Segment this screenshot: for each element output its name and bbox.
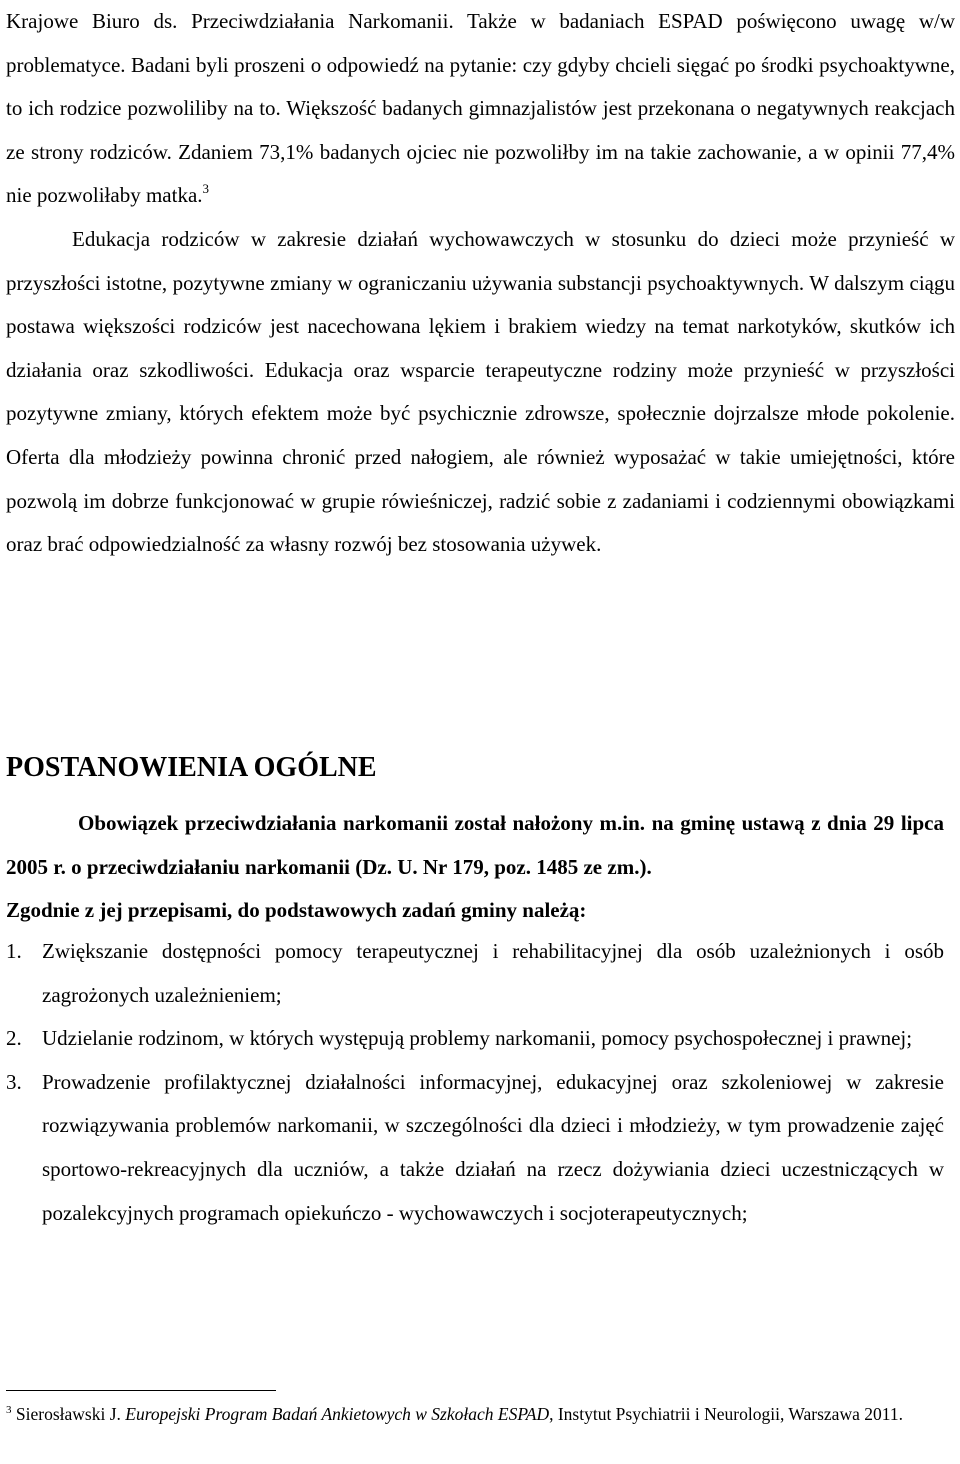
paragraph-espad-results — [0, 0, 960, 567]
tasks-intro-text: Zgodnie z jej przepisami, do podstawowych zadań gminy należą: — [6, 898, 587, 923]
list-item-text: Udzielanie rodzinom, w których występują problemy narkomanii, pomocy psychospołecznej i prawnej; — [42, 1026, 913, 1051]
footnote-separator — [6, 1390, 276, 1391]
footnote-publisher: , Instytut Psychiatrii i Neurologii, Warszawa 2011. — [549, 1404, 903, 1424]
list-item-number: 1. — [6, 939, 22, 963]
list-item-number: 3. — [6, 1069, 22, 1094]
footnote-author: Sierosławski J. — [15, 1404, 121, 1424]
list-item — [0, 1017, 949, 1061]
list-item-text: Zwiększanie dostępności pomocy terapeutycznej i rehabilitacyjnej dla osób uzależnionych i osób zagrożonych uzależnieniem; — [42, 939, 944, 1007]
footnote-reference[interactable]: 3 — [202, 181, 210, 197]
footnote — [6, 1402, 946, 1426]
list-item — [0, 1061, 949, 1235]
footnote-marker: 3 — [6, 1404, 12, 1416]
paragraph-espad-text: Krajowe Biuro ds. Przeciwdziałania Narkomanii. Także w badaniach ESPAD poświęcono uwagę w/w problematyce. Badani byli proszeni o odpowiedź na pytanie: czy gdyby chcieli sięgać po środki psychoaktywne, to ich rodzice pozwoliliby na to. Większość badanych gimnazjalistów jest przekonana o negatywnych reakcjach ze strony rodziców. Zdaniem 73,1% badanych ojciec nie pozwoliłby im na takie zachowanie, a w opinii 77,4% nie pozwoliłaby matka. — [6, 9, 955, 208]
paragraph-parent-education: Edukacja rodziców w zakresie działań wychowawczych w stosunku do dzieci może przynieść w przyszłości istotne, pozytywne zmiany w ograniczaniu używania substancji psychoaktywnych. W dalszym ciągu postawa większości rodziców jest nacechowana lękiem i brakiem wiedzy na temat narkotyków, skutków ich działania oraz szkodliwości. Edukacja oraz wsparcie terapeutyczne rodziny może przynieść w przyszłości pozytywne zmiany, których efektem może być psychicznie zdrowsze, społecznie dojrzalsze młode pokolenie. Oferta dla młodzieży powinna chronić przed nałogiem, ale również wyposażać w takie umiejętności, które pozwolą im dobrze funkcjonować w grupie rówieśniczej, radzić sobie z zadaniami i codziennymi obowiązkami oraz brać odpowiedzialność za własny rozwój bez stosowania używek. — [6, 226, 955, 557]
list-item-number: 2. — [6, 1026, 22, 1051]
legal-basis-block — [0, 802, 949, 933]
list-item-text: Prowadzenie profilaktycznej działalności informacyjnej, edukacyjnej oraz szkoleniowej w zakresie rozwiązywania problemów narkomanii, w szczególności dla dzieci i młodzieży, w tym prowadzenie zajęć sportowo-rekreacyjnych dla uczniów, a także działań na rzecz dożywiania dzieci uczestniczących w pozalekcyjnych programach opiekuńczo - wychowawczych i socjoterapeutycznych; — [42, 1069, 944, 1225]
section-heading: POSTANOWIENIA OGÓLNE — [6, 752, 377, 783]
legal-basis-text: Obowiązek przeciwdziałania narkomanii został nałożony m.in. na gminę ustawą z dnia 29 lipca 2005 r. o przeciwdziałaniu narkomanii (Dz. U. Nr 179, poz. 1485 ze zm.). — [6, 811, 944, 879]
list-item — [0, 930, 949, 1017]
tasks-list — [0, 930, 949, 1235]
footnote-title: Europejski Program Badań Ankietowych w Szkołach ESPAD — [125, 1404, 550, 1424]
